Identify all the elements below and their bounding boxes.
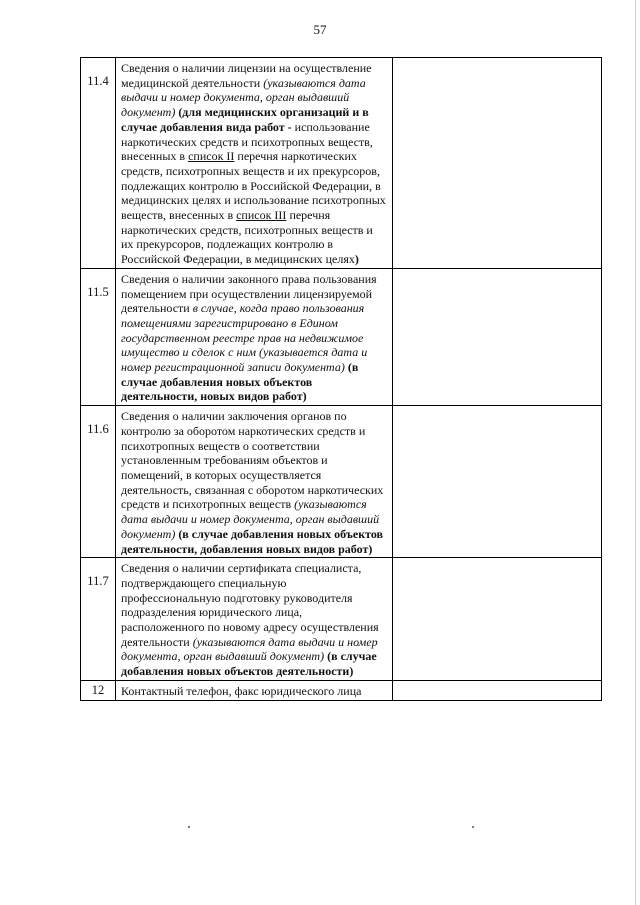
row-number: 11.7 [81,558,116,681]
description-text: перечня наркотических средств, психотропных веществ и их прекурсоров, подлежащих контролю в Российской Федерации, в медицинских целях и использование психотропных веществ, внесенных в [121,149,386,223]
row-value-field[interactable] [393,680,602,700]
description-text: Сведения о наличии сертификата специалиста, подтверждающего специальную профессиональную подготовку руководителя подразделения юридического лица, расположенного по новому адресу осуществления деятельности [121,561,379,649]
description-text: (в случае добавления новых объектов деятельности) [121,649,377,679]
row-value-field[interactable] [393,268,602,405]
description-text: (в случае добавления новых объектов деятельности, новых видов работ) [121,360,359,404]
scan-edge [635,0,636,905]
row-description [116,680,393,700]
description-text: в случае, когда право пользования помещениями зарегистрировано в Едином государственном реестре прав на недвижимое имущество и сделок с ним (указывается дата и номер регистрационной записи документа) [121,301,368,375]
license-info-table [80,57,602,701]
row-number: 11.6 [81,406,116,558]
page-number: 57 [313,22,327,37]
row-number: 11.4 [81,58,116,269]
row-description [116,268,393,405]
row-value-field[interactable] [393,58,602,269]
table-row [81,268,602,405]
row-description [116,406,393,558]
row-description [116,58,393,269]
scan-mark [472,826,474,828]
description-text: Сведения о наличии заключения органов по контролю за оборотом наркотических средств и психотропных веществ о соответствии установленным требованиям объектов и помещений, в которых осуществляется деятельность, связанная с оборотом наркотических средств и психотропных веществ [121,409,384,512]
row-description [116,558,393,681]
description-text: список III [236,208,287,223]
description-text: использование наркотических средств и психотропных веществ, внесенных в [121,119,373,164]
table-row [81,680,602,700]
description-text: (указываются дата выдачи и номер документа, орган выдавший документ) [121,75,366,120]
description-text: (для медицинских организаций и в случае добавления вида работ - [121,105,369,134]
table-row [81,558,602,681]
row-value-field[interactable] [393,558,602,681]
description-text: (указываются дата выдачи и номер документа, орган выдавший документ) [121,497,380,541]
description-text: Сведения о наличии лицензии на осуществление медицинской деятельности [121,61,372,90]
description-text: (указываются дата выдачи и номер документа, орган выдавший документ) [121,634,378,664]
description-text: Сведения о наличии законного права пользования помещением при осуществлении лицензируемой деятельности [121,271,377,316]
description-text: список II [188,149,235,164]
row-number: 12 [81,680,116,700]
table-row [81,406,602,558]
description-text: Контактный телефон, факс юридического лица [121,683,362,698]
row-number: 11.5 [81,268,116,405]
description-text: ) [354,252,359,267]
row-value-field[interactable] [393,406,602,558]
description-text: перечня наркотических средств, психотропных веществ и их прекурсоров, подлежащих контролю в Российской Федерации, в медицинских целях [121,208,373,267]
description-text: (в случае добавления новых объектов деятельности, добавления новых видов работ) [121,526,384,556]
scan-mark [188,826,190,828]
table-row [81,58,602,269]
